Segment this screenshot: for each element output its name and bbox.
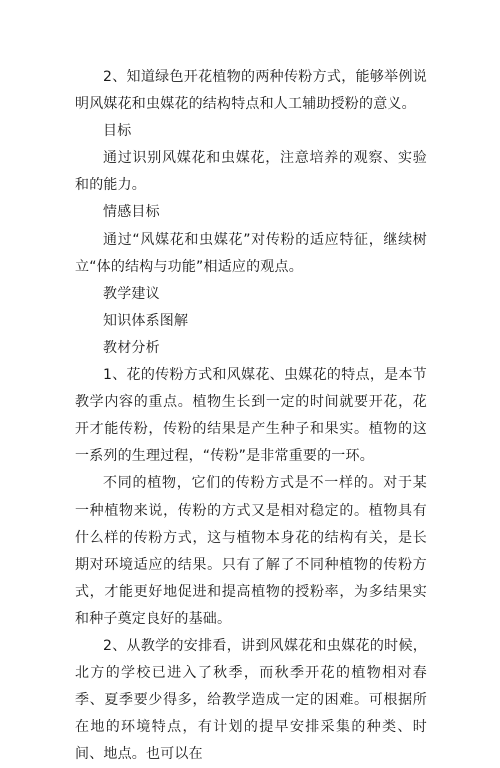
heading-emotional-goal: 情感目标 (103, 204, 160, 221)
paragraph-analysis-1: 1、花的传粉方式和风媒花、虫媒花的特点，是本节教学内容的重点。植物生长到一定的时间就要开花，花开才能传粉，传粉的结果是产生种子和果实。植物的这一系列的生理过程，“传粉”是非常重要的一环。 (75, 367, 427, 465)
document-body (75, 64, 427, 768)
heading-goal: 目标 (103, 123, 132, 140)
paragraph-emotional-goal: 通过“风媒花和虫媒花”对传粉的适应特征，继续树立“体的结构与功能”相适应的观点。 (75, 231, 427, 275)
heading-textbook-analysis: 教材分析 (103, 339, 160, 356)
heading-teaching-advice: 教学建议 (103, 285, 160, 302)
paragraph-pollination-methods: 不同的植物，它们的传粉方式是不一样的。对于某一种植物来说，传粉的方式又是相对稳定的。植物具有什么样的传粉方式，这与植物本身花的结构有关，是长期对环境适应的结果。只有了解了不同种植物的传粉方式，才能更好地促进和提高植物的授粉率，为多结果实和种子奠定良好的基础。 (75, 475, 427, 627)
paragraph-analysis-2: 2、从教学的安排看，讲到风媒花和虫媒花的时候，北方的学校已进入了秋季，而秋季开花的植物相对春季、夏季要少得多，给教学造成一定的困难。可根据所在地的环境特点，有计划的提早安排采集的种类、时间、地点。也可以在 (75, 637, 427, 763)
paragraph-goal: 通过识别风媒花和虫媒花，注意培养的观察、实验和的能力。 (75, 150, 427, 194)
paragraph-objective-2: 2、知道绿色开花植物的两种传粉方式，能够举例说明风媒花和虫媒花的结构特点和人工辅助授粉的意义。 (75, 69, 427, 113)
heading-knowledge-diagram: 知识体系图解 (103, 312, 189, 329)
